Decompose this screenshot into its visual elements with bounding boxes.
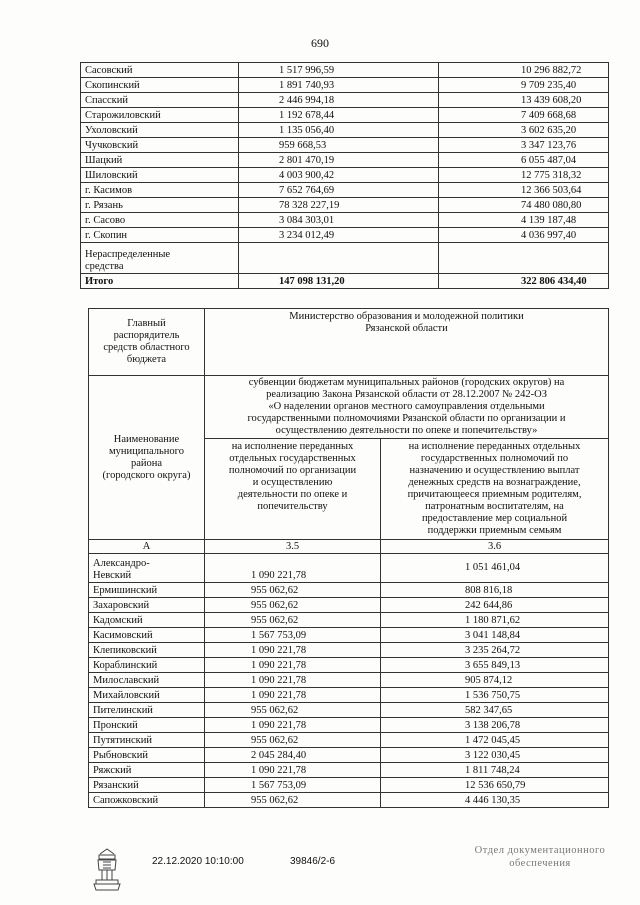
unallocated-label-line: средства [85, 261, 124, 272]
total-amount-1: 147 098 131,20 [239, 274, 439, 289]
header-text: (городского округа) [102, 469, 191, 481]
amount-3-5: 1 090 221,78 [205, 554, 381, 583]
amount-column-1: 2 446 994,18 [239, 93, 439, 108]
district-name: Клепиковский [89, 643, 205, 658]
header-text: поддержки приемным семьям [427, 525, 562, 536]
amount-3-6: 12 536 650,79 [381, 778, 609, 793]
district-name: Касимовский [89, 628, 205, 643]
amount-column-2: 10 296 882,72 [439, 63, 609, 78]
district-name: Кораблинский [89, 658, 205, 673]
amount-3-6: 3 235 264,72 [381, 643, 609, 658]
amount-3-5: 2 045 284,40 [205, 748, 381, 763]
table-row [89, 643, 609, 658]
district-name-label [89, 376, 205, 540]
amount-3-5: 955 062,62 [205, 598, 381, 613]
header-text: района [130, 457, 163, 469]
header-text: государственными полномочиями Рязанской области по организации и [247, 413, 566, 424]
total-amount-2: 322 806 434,40 [439, 274, 609, 289]
amount-3-6: 905 874,12 [381, 673, 609, 688]
district-name: Шиловский [81, 168, 239, 183]
column-letter: А [89, 540, 205, 554]
table-row [89, 554, 609, 583]
amount-column-1 [239, 243, 439, 274]
column-code-3-5: 3.5 [205, 540, 381, 554]
table-row [89, 598, 609, 613]
district-name [89, 554, 205, 583]
amount-3-5: 955 062,62 [205, 613, 381, 628]
table-row [89, 763, 609, 778]
header-text: причитающееся приемным родителям, [407, 489, 582, 500]
district-name: Ряжский [89, 763, 205, 778]
amount-3-6: 4 446 130,35 [381, 793, 609, 808]
amount-3-6: 1 811 748,24 [381, 763, 609, 778]
header-text: отдельных государственных [229, 453, 356, 464]
amount-3-6: 582 347,65 [381, 703, 609, 718]
district-name-part: Александро- [93, 558, 150, 569]
table-row [81, 63, 609, 78]
district-name: Шацкий [81, 153, 239, 168]
header-text: реализацию Закона Рязанской области от 28.12.2007 № 242-ОЗ [266, 389, 547, 400]
table-row [81, 228, 609, 243]
amount-3-5: 1 567 753,09 [205, 778, 381, 793]
header-text: на исполнение переданных отдельных [408, 441, 581, 452]
header-text: муниципального [109, 445, 184, 457]
district-name: г. Скопин [81, 228, 239, 243]
amount-column-2: 74 480 080,80 [439, 198, 609, 213]
amount-3-5: 955 062,62 [205, 583, 381, 598]
table-row [81, 93, 609, 108]
amount-3-5: 1 090 221,78 [205, 688, 381, 703]
header-text: Главный [127, 318, 166, 329]
district-name: Путятинский [89, 733, 205, 748]
amount-3-6: 1 051 461,04 [381, 554, 609, 583]
table-row [89, 778, 609, 793]
header-text: денежных средств на вознаграждение, [408, 477, 581, 488]
header-text: средств областного [103, 342, 190, 353]
table-row [89, 658, 609, 673]
header-text: «О наделении органов местного самоуправления отдельными [268, 401, 545, 412]
page-footer [0, 846, 640, 902]
district-name-part: Невский [93, 570, 132, 581]
column-codes-row [89, 540, 609, 554]
stamp-line: обеспечения [509, 858, 571, 869]
amount-3-5: 955 062,62 [205, 703, 381, 718]
amount-column-2: 4 036 997,40 [439, 228, 609, 243]
amount-3-5: 1 090 221,78 [205, 763, 381, 778]
table-row [81, 78, 609, 93]
amount-column-1: 7 652 764,69 [239, 183, 439, 198]
amount-column-2: 7 409 668,68 [439, 108, 609, 123]
page-number: 690 [311, 36, 329, 50]
header-row-subvention [89, 376, 609, 439]
district-name: Сасовский [81, 63, 239, 78]
header-text: на исполнение переданных [231, 441, 354, 452]
amount-3-6: 808 816,18 [381, 583, 609, 598]
subvention-description [205, 376, 609, 439]
header-text: распорядитель [113, 330, 180, 341]
amount-column-1: 1 192 678,44 [239, 108, 439, 123]
stamp-line: Отдел документационного [474, 845, 606, 856]
total-row [81, 274, 609, 289]
amount-column-1: 1 891 740,93 [239, 78, 439, 93]
header-text: Рязанской области [365, 323, 448, 334]
amount-column-1: 3 234 012,49 [239, 228, 439, 243]
budget-table-continued [80, 62, 609, 289]
table-row [89, 718, 609, 733]
district-name: г. Рязань [81, 198, 239, 213]
amount-3-5: 1 090 221,78 [205, 658, 381, 673]
district-name: Захаровский [89, 598, 205, 613]
header-row-chief [89, 309, 609, 376]
table-row [89, 703, 609, 718]
amount-column-2: 13 439 608,20 [439, 93, 609, 108]
district-name: г. Касимов [81, 183, 239, 198]
district-name: Михайловский [89, 688, 205, 703]
header-text: назначению и осуществлению выплат [409, 465, 580, 476]
table-row [81, 168, 609, 183]
district-name: Пронский [89, 718, 205, 733]
table-row [81, 183, 609, 198]
header-text: субвенции бюджетам муниципальных районов (городских округов) на [248, 377, 565, 388]
district-name: Милославский [89, 673, 205, 688]
amount-column-1: 4 003 900,42 [239, 168, 439, 183]
amount-column-2: 9 709 235,40 [439, 78, 609, 93]
table-row [89, 793, 609, 808]
table-row [89, 748, 609, 763]
header-text: Министерство образования и молодежной политики [289, 311, 524, 322]
amount-column-1: 78 328 227,19 [239, 198, 439, 213]
header-text: осуществлению деятельности по опеке и попечительству» [275, 425, 538, 436]
ministry-name [205, 309, 609, 376]
column-3-5-description [205, 439, 381, 540]
district-name: Кадомский [89, 613, 205, 628]
table-row [81, 108, 609, 123]
amount-3-6: 3 041 148,84 [381, 628, 609, 643]
column-code-3-6: 3.6 [381, 540, 609, 554]
amount-3-6: 3 138 206,78 [381, 718, 609, 733]
header-text: Наименование [113, 433, 180, 445]
amount-column-2 [439, 243, 609, 274]
amount-3-6: 1 180 871,62 [381, 613, 609, 628]
district-name: Рязанский [89, 778, 205, 793]
unallocated-row [81, 243, 609, 274]
amount-column-2: 12 775 318,32 [439, 168, 609, 183]
amount-3-6: 3 655 849,13 [381, 658, 609, 673]
district-name: Спасский [81, 93, 239, 108]
unallocated-label [81, 243, 239, 274]
district-name: Пителинский [89, 703, 205, 718]
table-row [89, 613, 609, 628]
amount-3-5: 955 062,62 [205, 733, 381, 748]
amount-column-2: 3 347 123,76 [439, 138, 609, 153]
district-name: г. Сасово [81, 213, 239, 228]
amount-column-2: 6 055 487,04 [439, 153, 609, 168]
amount-column-2: 4 139 187,48 [439, 213, 609, 228]
table-row [89, 583, 609, 598]
subvention-table [88, 308, 609, 808]
district-name: Скопинский [81, 78, 239, 93]
district-name: Ермишинский [89, 583, 205, 598]
amount-3-6: 242 644,86 [381, 598, 609, 613]
table-row [89, 733, 609, 748]
table-row [81, 123, 609, 138]
header-text: полномочий по организации [228, 465, 357, 476]
total-label: Итого [81, 274, 239, 289]
table-row [81, 213, 609, 228]
amount-3-6: 1 536 750,75 [381, 688, 609, 703]
amount-3-5: 1 090 221,78 [205, 718, 381, 733]
table-row [81, 198, 609, 213]
amount-column-1: 3 084 303,01 [239, 213, 439, 228]
amount-column-2: 3 602 635,20 [439, 123, 609, 138]
chief-distributor-label [89, 309, 205, 376]
header-text: бюджета [126, 354, 167, 365]
table-row [81, 138, 609, 153]
header-text: государственных полномочий по [420, 453, 569, 464]
district-name: Старожиловский [81, 108, 239, 123]
unallocated-label-line: Нераспределенные [85, 249, 171, 260]
header-text: патронатным воспитателям, на [425, 501, 564, 512]
district-name: Ухоловский [81, 123, 239, 138]
header-text: попечительству [257, 501, 328, 512]
amount-3-5: 1 090 221,78 [205, 643, 381, 658]
table-row [89, 628, 609, 643]
header-text: предоставление мер социальной [421, 513, 568, 524]
amount-column-1: 2 801 470,19 [239, 153, 439, 168]
amount-column-1: 959 668,53 [239, 138, 439, 153]
print-datetime: 22.12.2020 10:10:00 [152, 856, 244, 867]
amount-3-5: 955 062,62 [205, 793, 381, 808]
amount-column-1: 1 517 996,59 [239, 63, 439, 78]
document-number: 39846/2-6 [290, 856, 336, 867]
table-row [89, 688, 609, 703]
header-text: деятельности по опеке и [237, 489, 348, 500]
district-name: Рыбновский [89, 748, 205, 763]
amount-column-1: 1 135 056,40 [239, 123, 439, 138]
district-name: Чучковский [81, 138, 239, 153]
amount-3-5: 1 090 221,78 [205, 673, 381, 688]
column-3-6-description [381, 439, 609, 540]
amount-3-6: 1 472 045,45 [381, 733, 609, 748]
header-text: и осуществлению [252, 477, 333, 488]
amount-3-5: 1 567 753,09 [205, 628, 381, 643]
amount-column-2: 12 366 503,64 [439, 183, 609, 198]
table-row [81, 153, 609, 168]
department-stamp [440, 844, 640, 870]
amount-3-6: 3 122 030,45 [381, 748, 609, 763]
coat-of-arms-icon [90, 846, 124, 896]
district-name: Сапожковский [89, 793, 205, 808]
table-row [89, 673, 609, 688]
